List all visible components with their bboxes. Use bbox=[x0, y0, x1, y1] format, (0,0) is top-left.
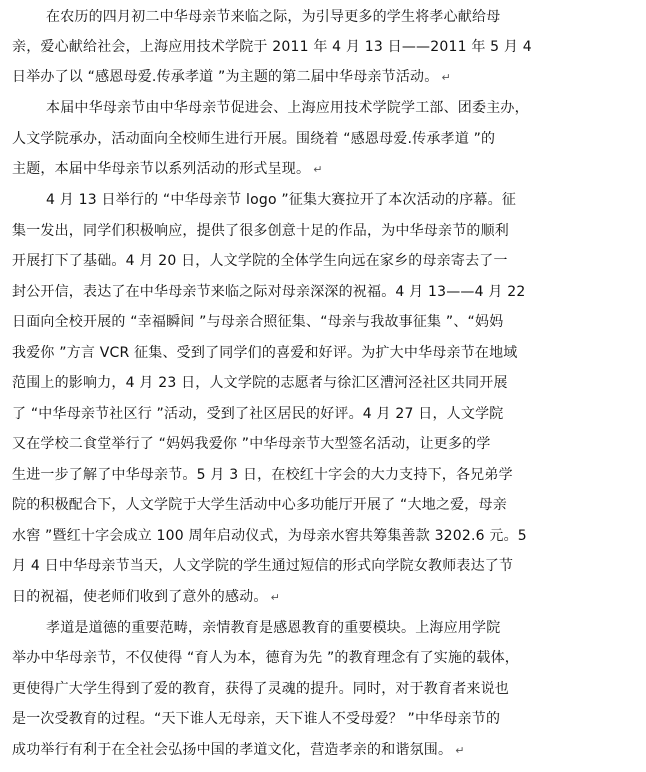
text-line: 开展打下了基础。4 月 20 日，人文学院的全体学生向远在家乡的母亲寄去了一 bbox=[12, 253, 508, 269]
text-line: 了 “中华母亲节社区行 ”活动，受到了社区居民的好评。4 月 27 日，人文学院 bbox=[12, 406, 504, 422]
text-line: 举办中华母亲节，不仅使得 “育人为本，德育为先 ”的教育理念有了实施的载体， bbox=[12, 650, 520, 666]
text-line: 孝道是道德的重要范畴，亲情教育是感恩教育的重要模块。上海应用学院 bbox=[46, 620, 501, 636]
text-line: 日面向全校开展的 “幸福瞬间 ”与母亲合照征集、“母亲与我故事征集 ”、“妈妈 bbox=[12, 314, 504, 330]
text-line: 成功举行有利于在全社会弘扬中国的孝道文化，营造孝亲的和谐氛围。 ↵ bbox=[12, 742, 465, 758]
text-line: 日举办了以 “感恩母爱.传承孝道 ”为主题的第二届中华母亲节活动。 ↵ bbox=[12, 69, 451, 85]
paragraph-mark-icon: ↵ bbox=[455, 744, 465, 757]
text-line: 主题，本届中华母亲节以系列活动的形式呈现。 ↵ bbox=[12, 161, 323, 177]
text-line: 4 月 13 日举行的 “中华母亲节 logo ”征集大赛拉开了本次活动的序幕。征 bbox=[46, 192, 517, 208]
text-line: 人文学院承办，活动面向全校师生进行开展。围绕着 “感恩母爱.传承孝道 ”的 bbox=[12, 131, 496, 147]
text-line: 月 4 日中华母亲节当天，人文学院的学生通过短信的形式向学院女教师表达了节 bbox=[12, 558, 514, 574]
paragraph-mark-icon: ↵ bbox=[313, 163, 323, 176]
paragraph-mark-icon: ↵ bbox=[441, 71, 451, 84]
text-line: 又在学校二食堂举行了 “妈妈我爱你 ”中华母亲节大型签名活动，让更多的学 bbox=[12, 436, 491, 452]
paragraph-mark-icon: ↵ bbox=[270, 591, 281, 604]
text-line: 本届中华母亲节由中华母亲节促进会、上海应用技术学院学工部、团委主办， bbox=[46, 100, 529, 116]
text-line: 水窖 ”暨红十字会成立 100 周年启动仪式，为母亲水窖共筹集善款 3202.6 元。5 bbox=[12, 528, 527, 544]
text-line: 集一发出，同学们积极响应，提供了很多创意十足的作品，为中华母亲节的顺利 bbox=[12, 223, 509, 239]
text-line: 更使得广大学生得到了爱的教育，获得了灵魂的提升。同时，对于教育者来说也 bbox=[12, 681, 509, 697]
text-line: 日的祝福，使老师们收到了意外的感动。 ↵ bbox=[12, 589, 281, 605]
text-line: 亲，爱心献给社会，上海应用技术学院于 2011 年 4 月 13 日——2011 年 5 月 4 bbox=[12, 39, 532, 55]
text-line: 在农历的四月初二中华母亲节来临之际，为引导更多的学生将孝心献给母 bbox=[46, 9, 501, 25]
text-line: 院的积极配合下，人文学院于大学生活动中心多功能厅开展了 “大地之爱，母亲 bbox=[12, 497, 507, 513]
text-line: 是一次受教育的过程。“天下谁人无母亲，天下谁人不受母爱？ ”中华母亲节的 bbox=[12, 711, 501, 727]
text-line: 封公开信，表达了在中华母亲节来临之际对母亲深深的祝福。4 月 13——4 月 22 bbox=[12, 284, 526, 300]
text-line: 范围上的影响力，4 月 23 日，人文学院的志愿者与徐汇区漕河泾社区共同开展 bbox=[12, 375, 508, 391]
text-line: 生进一步了解了中华母亲节。5 月 3 日，在校红十字会的大力支持下，各兄弟学 bbox=[12, 467, 513, 483]
text-line: 我爱你 ”方言 VCR 征集、受到了同学们的喜爱和好评。为扩大中华母亲节在地域 bbox=[12, 345, 518, 361]
